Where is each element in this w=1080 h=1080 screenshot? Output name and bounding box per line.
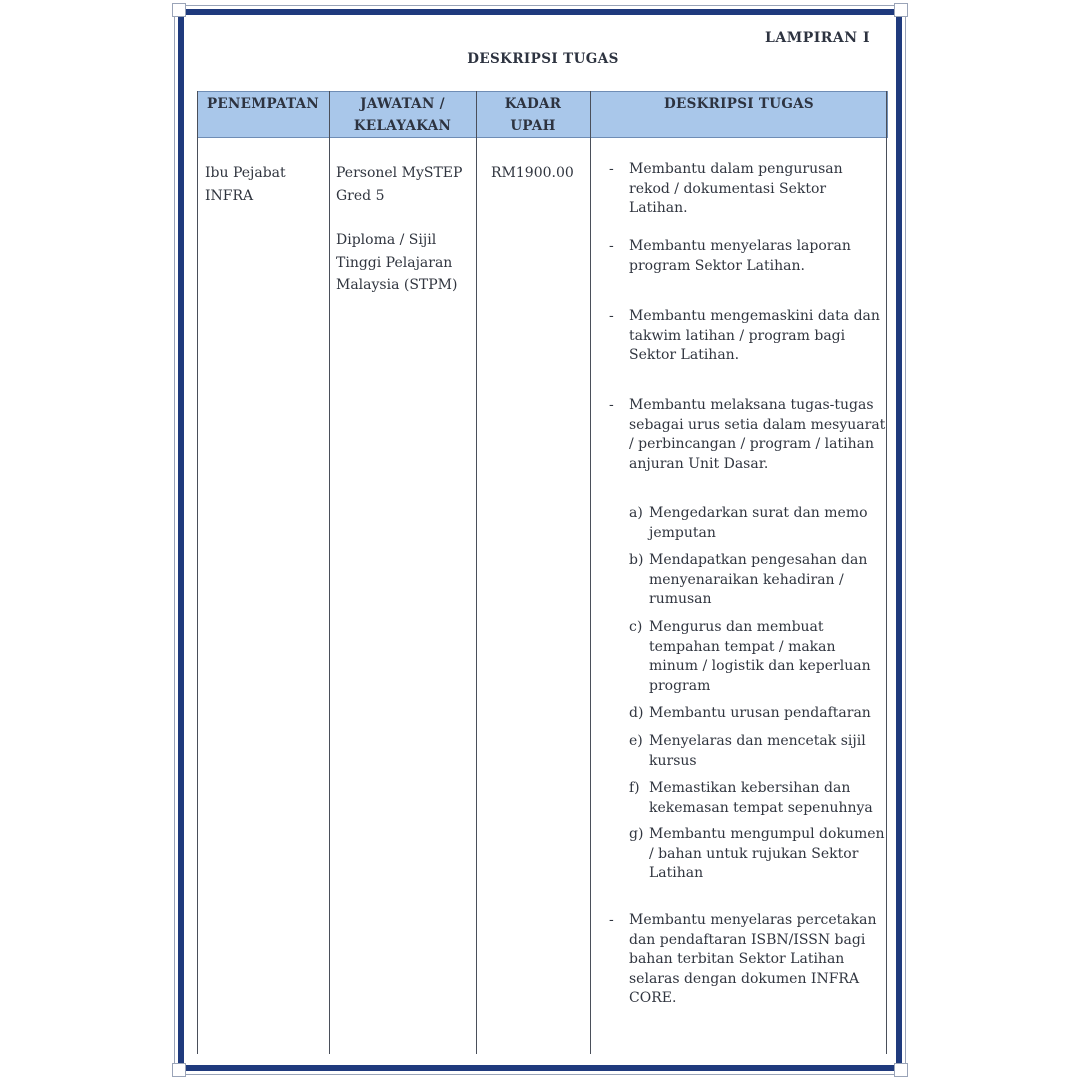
sub-duty-label: a) <box>629 505 643 521</box>
penempatan-line1: Ibu Pejabat <box>205 165 286 181</box>
kelayakan-line3: Malaysia (STPM) <box>336 277 458 293</box>
sub-duty-text: Membantu mengumpul dokumen / bahan untuk rujukan Sektor Latihan <box>649 826 885 881</box>
duty-dash: - <box>609 238 614 254</box>
duty-text: Membantu melaksana tugas-tugas sebagai urus setia dalam mesyuarat / perbincangan / program / latihan anjuran Unit Dasar. <box>629 397 886 472</box>
sub-duty-text: Mengedarkan surat dan memo jemputan <box>649 505 868 541</box>
sub-duty-label: f) <box>629 780 640 796</box>
header-deskripsi <box>590 91 888 138</box>
duty-text: Membantu dalam pengurusan rekod / dokumentasi Sektor Latihan. <box>629 161 843 216</box>
jawatan-line1: Personel MySTEP <box>336 165 463 181</box>
sub-duty-text: Memastikan kebersihan dan kekemasan tempat sepenuhnya <box>649 780 873 816</box>
sub-duty-text: Mendapatkan pengesahan dan menyenaraikan kehadiran / rumusan <box>649 552 868 607</box>
header-jawatan <box>329 91 476 138</box>
duty-dash: - <box>609 308 614 324</box>
cell-jawatan <box>336 162 474 207</box>
duty-dash: - <box>609 161 614 177</box>
sub-duty-text: Mengurus dan membuat tempahan tempat / makan minum / logistik dan keperluan program <box>649 619 871 694</box>
header-deskripsi-label: DESKRIPSI TUGAS <box>663 96 814 112</box>
sub-duty-label: e) <box>629 733 643 749</box>
cell-kelayakan <box>336 229 474 297</box>
penempatan-line2: INFRA <box>205 187 254 204</box>
sub-duty-label: d) <box>629 705 644 721</box>
sub-duty-text: Menyelaras dan mencetak sijil kursus <box>649 733 866 769</box>
cell-kadar-upah: RM1900.00 <box>491 165 574 181</box>
sub-duty-label: g) <box>629 826 644 842</box>
duty-text: Membantu menyelaras laporan program Sektor Latihan. <box>629 238 851 274</box>
sub-duty-text: Membantu urusan pendaftaran <box>649 705 871 721</box>
duty-dash: - <box>609 912 614 928</box>
sub-duty-label: b) <box>629 552 644 568</box>
header-kadar-line1: KADAR <box>504 96 562 112</box>
header-penempatan <box>197 91 329 138</box>
header-penempatan-label: PENEMPATAN <box>206 96 320 112</box>
appendix-label: LAMPIRAN I <box>765 30 870 46</box>
sub-duty-label: c) <box>629 619 643 635</box>
duty-dash: - <box>609 397 614 413</box>
column-divider <box>329 91 330 1054</box>
duty-text: Membantu mengemaskini data dan takwim latihan / program bagi Sektor Latihan. <box>629 308 880 363</box>
column-divider <box>590 91 591 1054</box>
document-title: DESKRIPSI TUGAS <box>467 51 619 67</box>
kelayakan-line1: Diploma / Sijil <box>336 232 437 248</box>
column-divider <box>476 91 477 1054</box>
frame-corner <box>894 3 908 17</box>
frame-corner <box>172 3 186 17</box>
job-description-table <box>197 91 889 1054</box>
cell-penempatan <box>205 162 325 207</box>
header-jawatan-line2: KELAYAKAN <box>353 118 452 134</box>
frame-corner <box>894 1063 908 1077</box>
frame-corner <box>172 1063 186 1077</box>
header-jawatan-line1: JAWATAN / <box>360 96 445 112</box>
jawatan-line2: Gred 5 <box>336 187 385 204</box>
header-kadar-upah <box>476 91 590 138</box>
column-divider <box>197 91 198 1054</box>
header-kadar-line2: UPAH <box>510 118 556 134</box>
duty-text: Membantu menyelaras percetakan dan pendaftaran ISBN/ISSN bagi bahan terbitan Sektor Latihan selaras dengan dokumen INFRA CORE. <box>629 912 877 1006</box>
kelayakan-line2: Tinggi Pelajaran <box>336 254 453 271</box>
